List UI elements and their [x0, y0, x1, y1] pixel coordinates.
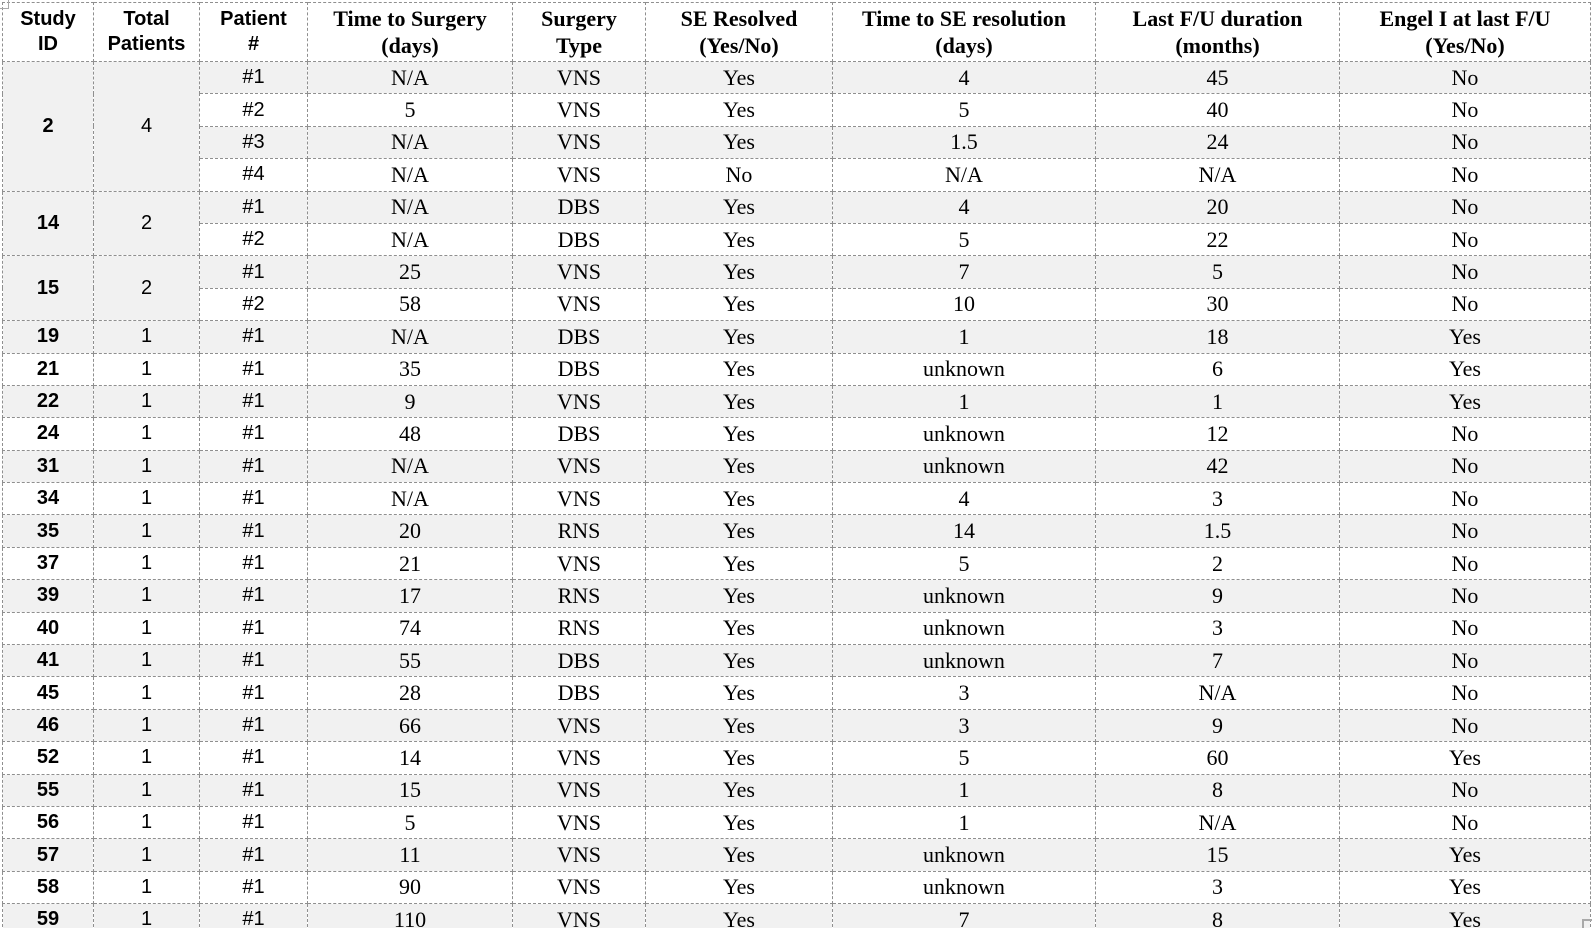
cell-surgery-type: VNS [513, 126, 646, 158]
header-line: (Yes/No) [1425, 33, 1505, 58]
cell-total-patients: 1 [94, 515, 200, 547]
cell-time-to-surgery: N/A [308, 450, 513, 482]
cell-last-fu-duration: 60 [1096, 742, 1340, 774]
table-row [3, 612, 1591, 644]
header-line: (days) [381, 33, 439, 58]
cell-total-patients: 1 [94, 645, 200, 677]
cell-study-id: 59 [3, 904, 94, 928]
cell-engel-i-last-fu: No [1340, 806, 1591, 838]
cell-engel-i-last-fu: No [1340, 547, 1591, 579]
cell-surgery-type: RNS [513, 515, 646, 547]
cell-time-to-se-resolution: 10 [833, 288, 1096, 320]
cell-engel-i-last-fu: Yes [1340, 321, 1591, 353]
cell-time-to-se-resolution: 3 [833, 677, 1096, 709]
cell-engel-i-last-fu: Yes [1340, 385, 1591, 417]
col-header-surgery-type [513, 3, 646, 62]
cell-surgery-type: VNS [513, 871, 646, 903]
cell-time-to-se-resolution: 5 [833, 547, 1096, 579]
cell-total-patients: 1 [94, 677, 200, 709]
cell-patient-num: #1 [200, 871, 308, 903]
cell-last-fu-duration: 24 [1096, 126, 1340, 158]
header-line: (Yes/No) [699, 33, 779, 58]
cell-time-to-se-resolution: 7 [833, 904, 1096, 928]
cell-time-to-se-resolution: 1.5 [833, 126, 1096, 158]
table-row [3, 645, 1591, 677]
cell-engel-i-last-fu: No [1340, 223, 1591, 255]
cell-engel-i-last-fu: Yes [1340, 839, 1591, 871]
table-row [3, 191, 1591, 223]
cell-time-to-surgery: 35 [308, 353, 513, 385]
cell-surgery-type: DBS [513, 321, 646, 353]
cell-study-id: 58 [3, 871, 94, 903]
cell-surgery-type: DBS [513, 353, 646, 385]
cell-total-patients: 1 [94, 483, 200, 515]
col-header-se-resolved [646, 3, 833, 62]
cell-last-fu-duration: 2 [1096, 547, 1340, 579]
cell-study-id: 46 [3, 709, 94, 741]
cell-time-to-surgery: 14 [308, 742, 513, 774]
cell-time-to-se-resolution: unknown [833, 353, 1096, 385]
cell-time-to-se-resolution: unknown [833, 450, 1096, 482]
cell-last-fu-duration: 5 [1096, 256, 1340, 288]
table-row [3, 353, 1591, 385]
table-row [3, 547, 1591, 579]
cell-time-to-se-resolution: 7 [833, 256, 1096, 288]
cell-total-patients: 1 [94, 774, 200, 806]
cell-last-fu-duration: 6 [1096, 353, 1340, 385]
cell-patient-num: #1 [200, 839, 308, 871]
cell-patient-num: #1 [200, 806, 308, 838]
cell-surgery-type: VNS [513, 94, 646, 126]
cell-study-id: 34 [3, 483, 94, 515]
cell-surgery-type: RNS [513, 580, 646, 612]
table-row [3, 450, 1591, 482]
cell-surgery-type: DBS [513, 191, 646, 223]
cell-time-to-surgery: N/A [308, 483, 513, 515]
cell-study-id: 22 [3, 385, 94, 417]
cell-engel-i-last-fu: Yes [1340, 871, 1591, 903]
patient-outcomes-table [2, 2, 1591, 928]
cell-patient-num: #2 [200, 223, 308, 255]
cell-engel-i-last-fu: No [1340, 612, 1591, 644]
cell-time-to-surgery: 28 [308, 677, 513, 709]
cell-engel-i-last-fu: No [1340, 256, 1591, 288]
cell-total-patients: 1 [94, 353, 200, 385]
col-header-time-to-surgery [308, 3, 513, 62]
cell-time-to-surgery: 55 [308, 645, 513, 677]
cell-patient-num: #3 [200, 126, 308, 158]
cell-se-resolved: Yes [646, 580, 833, 612]
cell-patient-num: #1 [200, 385, 308, 417]
cell-last-fu-duration: 40 [1096, 94, 1340, 126]
table-row [3, 62, 1591, 94]
table-row [3, 483, 1591, 515]
header-line: Patient [220, 8, 287, 30]
cell-patient-num: #1 [200, 191, 308, 223]
cell-se-resolved: Yes [646, 256, 833, 288]
cell-study-id: 57 [3, 839, 94, 871]
cell-se-resolved: Yes [646, 94, 833, 126]
cell-last-fu-duration: 7 [1096, 645, 1340, 677]
table-row [3, 321, 1591, 353]
cell-study-id: 15 [3, 256, 94, 321]
header-line: Time to SE resolution [862, 5, 1066, 31]
cell-total-patients: 1 [94, 385, 200, 417]
cell-engel-i-last-fu: No [1340, 191, 1591, 223]
cell-surgery-type: DBS [513, 677, 646, 709]
cell-surgery-type: DBS [513, 223, 646, 255]
cell-engel-i-last-fu: No [1340, 677, 1591, 709]
cell-se-resolved: Yes [646, 742, 833, 774]
cell-surgery-type: VNS [513, 62, 646, 94]
cell-time-to-se-resolution: 4 [833, 62, 1096, 94]
cell-patient-num: #1 [200, 774, 308, 806]
cell-total-patients: 1 [94, 742, 200, 774]
cell-total-patients: 1 [94, 871, 200, 903]
cell-surgery-type: DBS [513, 418, 646, 450]
cell-time-to-surgery: N/A [308, 223, 513, 255]
cell-time-to-surgery: 15 [308, 774, 513, 806]
cell-se-resolved: Yes [646, 288, 833, 320]
header-line: Total [123, 8, 170, 30]
cell-engel-i-last-fu: No [1340, 645, 1591, 677]
cell-se-resolved: Yes [646, 191, 833, 223]
cell-study-id: 45 [3, 677, 94, 709]
cell-surgery-type: VNS [513, 483, 646, 515]
cell-time-to-surgery: 48 [308, 418, 513, 450]
table-row [3, 904, 1591, 928]
cell-engel-i-last-fu: No [1340, 126, 1591, 158]
cell-se-resolved: Yes [646, 515, 833, 547]
cell-time-to-surgery: 66 [308, 709, 513, 741]
table-resize-handle[interactable] [1582, 919, 1592, 928]
table-row [3, 288, 1591, 320]
cell-study-id: 41 [3, 645, 94, 677]
table-row [3, 677, 1591, 709]
cell-engel-i-last-fu: Yes [1340, 904, 1591, 928]
cell-se-resolved: Yes [646, 547, 833, 579]
cell-time-to-surgery: N/A [308, 62, 513, 94]
cell-engel-i-last-fu: No [1340, 709, 1591, 741]
cell-se-resolved: Yes [646, 612, 833, 644]
cell-patient-num: #2 [200, 288, 308, 320]
cell-total-patients: 1 [94, 418, 200, 450]
cell-patient-num: #1 [200, 709, 308, 741]
header-line: # [247, 33, 260, 55]
header-line: (months) [1175, 33, 1260, 58]
cell-total-patients: 2 [94, 191, 200, 256]
cell-engel-i-last-fu: No [1340, 515, 1591, 547]
cell-study-id: 40 [3, 612, 94, 644]
cell-se-resolved: Yes [646, 709, 833, 741]
cell-time-to-surgery: 9 [308, 385, 513, 417]
cell-time-to-se-resolution: 4 [833, 483, 1096, 515]
cell-se-resolved: Yes [646, 871, 833, 903]
table-move-handle[interactable] [0, 0, 9, 9]
cell-time-to-surgery: 90 [308, 871, 513, 903]
cell-se-resolved: Yes [646, 126, 833, 158]
cell-time-to-se-resolution: unknown [833, 612, 1096, 644]
col-header-time-to-se-resolution [833, 3, 1096, 62]
cell-total-patients: 2 [94, 256, 200, 321]
cell-se-resolved: Yes [646, 62, 833, 94]
cell-time-to-se-resolution: unknown [833, 871, 1096, 903]
cell-time-to-se-resolution: 5 [833, 223, 1096, 255]
cell-engel-i-last-fu: No [1340, 580, 1591, 612]
cell-study-id: 31 [3, 450, 94, 482]
cell-surgery-type: VNS [513, 839, 646, 871]
table-row [3, 418, 1591, 450]
cell-time-to-se-resolution: 3 [833, 709, 1096, 741]
cell-time-to-se-resolution: unknown [833, 839, 1096, 871]
cell-time-to-se-resolution: 1 [833, 385, 1096, 417]
cell-study-id: 55 [3, 774, 94, 806]
cell-surgery-type: VNS [513, 450, 646, 482]
cell-se-resolved: No [646, 159, 833, 191]
cell-engel-i-last-fu: No [1340, 483, 1591, 515]
cell-patient-num: #1 [200, 256, 308, 288]
cell-last-fu-duration: 8 [1096, 774, 1340, 806]
cell-surgery-type: VNS [513, 709, 646, 741]
cell-time-to-surgery: 58 [308, 288, 513, 320]
cell-patient-num: #1 [200, 547, 308, 579]
cell-time-to-se-resolution: unknown [833, 418, 1096, 450]
cell-engel-i-last-fu: No [1340, 62, 1591, 94]
cell-patient-num: #1 [200, 904, 308, 928]
cell-se-resolved: Yes [646, 418, 833, 450]
cell-patient-num: #1 [200, 677, 308, 709]
cell-patient-num: #1 [200, 450, 308, 482]
cell-patient-num: #1 [200, 321, 308, 353]
cell-engel-i-last-fu: No [1340, 774, 1591, 806]
cell-study-id: 21 [3, 353, 94, 385]
cell-engel-i-last-fu: No [1340, 94, 1591, 126]
cell-time-to-se-resolution: 1 [833, 774, 1096, 806]
table-row [3, 871, 1591, 903]
header-line: ID [38, 33, 58, 55]
cell-patient-num: #1 [200, 418, 308, 450]
table-row [3, 385, 1591, 417]
cell-total-patients: 4 [94, 62, 200, 192]
cell-time-to-se-resolution: unknown [833, 580, 1096, 612]
cell-study-id: 19 [3, 321, 94, 353]
cell-se-resolved: Yes [646, 774, 833, 806]
cell-study-id: 35 [3, 515, 94, 547]
cell-time-to-se-resolution: unknown [833, 645, 1096, 677]
cell-study-id: 2 [3, 62, 94, 192]
cell-study-id: 24 [3, 418, 94, 450]
cell-se-resolved: Yes [646, 353, 833, 385]
cell-engel-i-last-fu: No [1340, 288, 1591, 320]
cell-surgery-type: VNS [513, 256, 646, 288]
cell-last-fu-duration: 8 [1096, 904, 1340, 928]
cell-total-patients: 1 [94, 709, 200, 741]
cell-study-id: 39 [3, 580, 94, 612]
cell-engel-i-last-fu: No [1340, 159, 1591, 191]
cell-se-resolved: Yes [646, 806, 833, 838]
cell-time-to-surgery: 11 [308, 839, 513, 871]
cell-surgery-type: VNS [513, 806, 646, 838]
cell-total-patients: 1 [94, 547, 200, 579]
cell-time-to-surgery: 5 [308, 94, 513, 126]
cell-last-fu-duration: 18 [1096, 321, 1340, 353]
table-row [3, 709, 1591, 741]
cell-last-fu-duration: 45 [1096, 62, 1340, 94]
col-header-engel-i-last-fu [1340, 3, 1591, 62]
cell-last-fu-duration: 1.5 [1096, 515, 1340, 547]
cell-patient-num: #1 [200, 742, 308, 774]
cell-surgery-type: VNS [513, 547, 646, 579]
cell-surgery-type: VNS [513, 904, 646, 928]
header-line: Time to Surgery [333, 5, 487, 31]
cell-last-fu-duration: 12 [1096, 418, 1340, 450]
cell-last-fu-duration: 1 [1096, 385, 1340, 417]
cell-last-fu-duration: N/A [1096, 677, 1340, 709]
cell-study-id: 14 [3, 191, 94, 256]
table-row [3, 580, 1591, 612]
cell-total-patients: 1 [94, 580, 200, 612]
cell-time-to-surgery: N/A [308, 126, 513, 158]
header-row [3, 3, 1591, 62]
cell-patient-num: #1 [200, 62, 308, 94]
cell-last-fu-duration: N/A [1096, 159, 1340, 191]
table-row [3, 126, 1591, 158]
cell-last-fu-duration: 3 [1096, 483, 1340, 515]
cell-time-to-surgery: 21 [308, 547, 513, 579]
cell-se-resolved: Yes [646, 904, 833, 928]
header-line: SE Resolved [680, 5, 798, 31]
cell-time-to-se-resolution: 1 [833, 806, 1096, 838]
table-row [3, 839, 1591, 871]
cell-time-to-surgery: 17 [308, 580, 513, 612]
cell-patient-num: #1 [200, 515, 308, 547]
cell-se-resolved: Yes [646, 645, 833, 677]
cell-surgery-type: VNS [513, 288, 646, 320]
header-line: Patients [107, 33, 186, 55]
cell-se-resolved: Yes [646, 450, 833, 482]
col-header-total-patients [94, 3, 200, 62]
table-row [3, 256, 1591, 288]
header-line: (days) [935, 33, 993, 58]
table-row [3, 159, 1591, 191]
cell-se-resolved: Yes [646, 223, 833, 255]
cell-time-to-surgery: 5 [308, 806, 513, 838]
cell-total-patients: 1 [94, 904, 200, 928]
cell-last-fu-duration: 42 [1096, 450, 1340, 482]
cell-se-resolved: Yes [646, 385, 833, 417]
cell-patient-num: #2 [200, 94, 308, 126]
cell-se-resolved: Yes [646, 321, 833, 353]
cell-engel-i-last-fu: No [1340, 450, 1591, 482]
cell-time-to-surgery: 25 [308, 256, 513, 288]
cell-time-to-se-resolution: 1 [833, 321, 1096, 353]
cell-time-to-surgery: 20 [308, 515, 513, 547]
cell-patient-num: #1 [200, 612, 308, 644]
cell-last-fu-duration: 3 [1096, 871, 1340, 903]
table-row [3, 774, 1591, 806]
header-line: Engel I at last F/U [1379, 5, 1551, 31]
header-line: Type [555, 33, 603, 58]
header-line: Study [20, 8, 76, 30]
cell-last-fu-duration: 15 [1096, 839, 1340, 871]
cell-se-resolved: Yes [646, 677, 833, 709]
cell-surgery-type: DBS [513, 645, 646, 677]
cell-se-resolved: Yes [646, 839, 833, 871]
cell-time-to-se-resolution: N/A [833, 159, 1096, 191]
cell-time-to-surgery: N/A [308, 191, 513, 223]
cell-surgery-type: VNS [513, 742, 646, 774]
cell-time-to-se-resolution: 14 [833, 515, 1096, 547]
cell-total-patients: 1 [94, 450, 200, 482]
cell-patient-num: #4 [200, 159, 308, 191]
cell-last-fu-duration: 30 [1096, 288, 1340, 320]
cell-total-patients: 1 [94, 806, 200, 838]
cell-engel-i-last-fu: Yes [1340, 353, 1591, 385]
cell-surgery-type: RNS [513, 612, 646, 644]
table-row [3, 742, 1591, 774]
cell-surgery-type: VNS [513, 774, 646, 806]
cell-surgery-type: VNS [513, 385, 646, 417]
cell-last-fu-duration: 20 [1096, 191, 1340, 223]
cell-study-id: 56 [3, 806, 94, 838]
cell-time-to-surgery: 110 [308, 904, 513, 928]
col-header-patient-num [200, 3, 308, 62]
cell-time-to-surgery: N/A [308, 321, 513, 353]
cell-total-patients: 1 [94, 321, 200, 353]
col-header-study-id [3, 3, 94, 62]
cell-time-to-se-resolution: 5 [833, 94, 1096, 126]
cell-last-fu-duration: N/A [1096, 806, 1340, 838]
cell-patient-num: #1 [200, 645, 308, 677]
cell-last-fu-duration: 9 [1096, 580, 1340, 612]
cell-time-to-se-resolution: 4 [833, 191, 1096, 223]
col-header-last-fu-duration [1096, 3, 1340, 62]
cell-engel-i-last-fu: Yes [1340, 742, 1591, 774]
cell-study-id: 37 [3, 547, 94, 579]
cell-time-to-se-resolution: 5 [833, 742, 1096, 774]
cell-last-fu-duration: 9 [1096, 709, 1340, 741]
cell-total-patients: 1 [94, 612, 200, 644]
cell-last-fu-duration: 22 [1096, 223, 1340, 255]
table-row [3, 806, 1591, 838]
header-line: Surgery [541, 5, 617, 31]
cell-engel-i-last-fu: No [1340, 418, 1591, 450]
cell-time-to-surgery: N/A [308, 159, 513, 191]
cell-patient-num: #1 [200, 353, 308, 385]
cell-total-patients: 1 [94, 839, 200, 871]
table-row [3, 94, 1591, 126]
cell-last-fu-duration: 3 [1096, 612, 1340, 644]
header-line: Last F/U duration [1132, 5, 1303, 31]
cell-study-id: 52 [3, 742, 94, 774]
cell-surgery-type: VNS [513, 159, 646, 191]
table-row [3, 515, 1591, 547]
cell-se-resolved: Yes [646, 483, 833, 515]
cell-patient-num: #1 [200, 580, 308, 612]
cell-patient-num: #1 [200, 483, 308, 515]
table-row [3, 223, 1591, 255]
cell-time-to-surgery: 74 [308, 612, 513, 644]
